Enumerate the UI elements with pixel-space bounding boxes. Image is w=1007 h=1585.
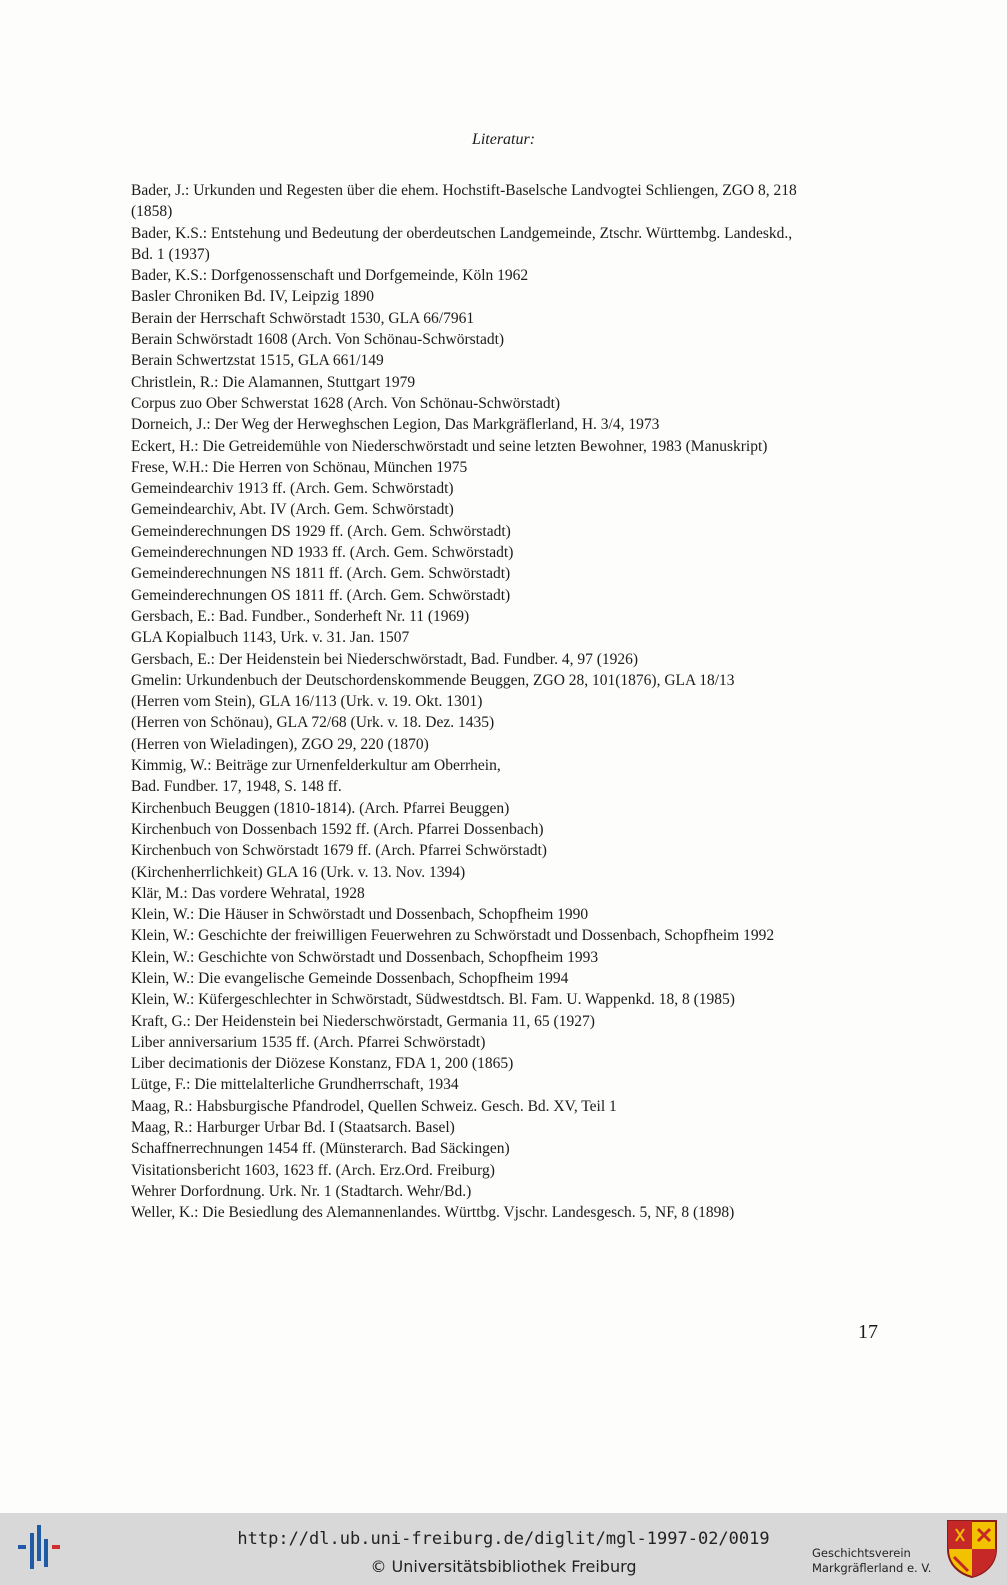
reference-entry <box>131 521 876 542</box>
reference-entry <box>131 180 876 223</box>
reference-entry <box>131 989 876 1010</box>
reference-entry <box>131 670 876 691</box>
reference-text: (Herren vom Stein), GLA 16/113 (Urk. v. 19. Okt. 1301) <box>131 693 483 711</box>
reference-entry <box>131 393 876 414</box>
reference-entry <box>131 798 876 819</box>
reference-text: Berain der Herrschaft Schwörstadt 1530, GLA 66/7961 <box>131 309 475 327</box>
reference-text: Gmelin: Urkundenbuch der Deutschordenskommende Beuggen, ZGO 28, 101(1876), GLA 18/13 <box>131 671 735 689</box>
reference-text: Corpus zuo Ober Schwerstat 1628 (Arch. Von Schönau-Schwörstadt) <box>131 394 561 412</box>
reference-text: Klein, W.: Die evangelische Gemeinde Dossenbach, Schopfheim 1994 <box>131 969 569 987</box>
footer-bar <box>0 1513 1007 1585</box>
reference-text: Gersbach, E.: Bad. Fundber., Sonderheft Nr. 11 (1969) <box>131 607 470 625</box>
reference-entry <box>131 819 876 840</box>
reference-text: Gemeinderechnungen DS 1929 ff. (Arch. Gem. Schwörstadt) <box>131 522 511 540</box>
reference-entry <box>131 925 876 946</box>
reference-text: Visitationsbericht 1603, 1623 ff. (Arch. Erz.Ord. Freiburg) <box>131 1161 495 1179</box>
page-heading: Literatur: <box>471 131 536 148</box>
reference-entry <box>131 478 876 499</box>
reference-text: Klein, W.: Küfergeschlechter in Schwörstadt, Südwestdtsch. Bl. Fam. U. Wappenkd. 18, 8 (1985) <box>131 991 735 1009</box>
reference-text: Berain Schwörstadt 1608 (Arch. Von Schönau-Schwörstadt) <box>131 331 505 349</box>
reference-entry <box>131 862 876 883</box>
reference-entry <box>131 1032 876 1053</box>
reference-continuation: (1858) <box>131 203 173 221</box>
reference-entry <box>131 457 876 478</box>
coat-of-arms-icon <box>946 1519 998 1579</box>
reference-entry <box>131 1011 876 1032</box>
reference-text: Klein, W.: Geschichte von Schwörstadt und Dossenbach, Schopfheim 1993 <box>131 948 599 966</box>
reference-text: Wehrer Dorfordnung. Urk. Nr. 1 (Stadtarch. Wehr/Bd.) <box>131 1182 472 1200</box>
reference-text: Weller, K.: Die Besiedlung des Alemannenlandes. Württbg. Vjschr. Landesgesch. 5, NF, 8 (1898) <box>131 1204 735 1222</box>
reference-entry <box>131 265 876 286</box>
reference-entry <box>131 606 876 627</box>
reference-entry <box>131 436 876 457</box>
reference-entry <box>131 563 876 584</box>
reference-text: (Herren von Schönau), GLA 72/68 (Urk. v. 18. Dez. 1435) <box>131 714 495 732</box>
reference-text: Gersbach, E.: Der Heidenstein bei Niederschwörstadt, Bad. Fundber. 4, 97 (1926) <box>131 650 639 668</box>
reference-text: (Kirchenherrlichkeit) GLA 16 (Urk. v. 13. Nov. 1394) <box>131 863 466 881</box>
reference-text: Kimmig, W.: Beiträge zur Urnenfelderkultur am Oberrhein, <box>131 757 501 775</box>
reference-entry <box>131 1160 876 1181</box>
reference-text: Bader, K.S.: Dorfgenossenschaft und Dorfgemeinde, Köln 1962 <box>131 267 529 285</box>
society-line-1: Geschichtsverein <box>812 1546 911 1560</box>
reference-entry <box>131 712 876 733</box>
society-line-2: Markgräflerland e. V. <box>812 1561 932 1575</box>
reference-entry <box>131 223 876 266</box>
reference-text: Kirchenbuch von Schwörstadt 1679 ff. (Arch. Pfarrei Schwörstadt) <box>131 842 547 860</box>
reference-list <box>131 180 876 1224</box>
reference-text: Maag, R.: Habsburgische Pfandrodel, Quellen Schweiz. Gesch. Bd. XV, Teil 1 <box>131 1097 617 1115</box>
reference-entry <box>131 585 876 606</box>
reference-continuation: Bad. Fundber. 17, 1948, S. 148 ff. <box>131 778 342 796</box>
reference-entry <box>131 350 876 371</box>
reference-text: GLA Kopialbuch 1143, Urk. v. 31. Jan. 1507 <box>131 629 410 647</box>
reference-text: Klein, W.: Die Häuser in Schwörstadt und Dossenbach, Schopfheim 1990 <box>131 906 589 924</box>
reference-text: Klär, M.: Das vordere Wehratal, 1928 <box>131 884 365 902</box>
reference-entry <box>131 329 876 350</box>
footer-copyright: © Universitätsbibliothek Freiburg <box>370 1557 637 1576</box>
reference-text: (Herren von Wieladingen), ZGO 29, 220 (1870) <box>131 735 429 753</box>
reference-entry <box>131 947 876 968</box>
reference-entry <box>131 904 876 925</box>
reference-text: Basler Chroniken Bd. IV, Leipzig 1890 <box>131 288 374 306</box>
reference-entry <box>131 1181 876 1202</box>
reference-entry <box>131 1053 876 1074</box>
reference-entry <box>131 1117 876 1138</box>
reference-entry <box>131 308 876 329</box>
reference-entry <box>131 1096 876 1117</box>
reference-text: Maag, R.: Harburger Urbar Bd. I (Staatsarch. Basel) <box>131 1119 455 1137</box>
reference-entry <box>131 840 876 861</box>
reference-entry <box>131 968 876 989</box>
reference-entry <box>131 499 876 520</box>
reference-entry <box>131 372 876 393</box>
reference-text: Gemeindearchiv, Abt. IV (Arch. Gem. Schwörstadt) <box>131 501 454 519</box>
reference-text: Bader, K.S.: Entstehung und Bedeutung der oberdeutschen Landgemeinde, Ztschr. Württembg. Landeskd., <box>131 224 793 242</box>
reference-text: Kirchenbuch Beuggen (1810-1814). (Arch. Pfarrei Beuggen) <box>131 799 510 817</box>
reference-entry <box>131 627 876 648</box>
reference-entry <box>131 1202 876 1223</box>
reference-text: Christlein, R.: Die Alamannen, Stuttgart 1979 <box>131 373 416 391</box>
reference-entry <box>131 1138 876 1159</box>
reference-text: Berain Schwertzstat 1515, GLA 661/149 <box>131 352 384 370</box>
reference-text: Klein, W.: Geschichte der freiwilligen Feuerwehren zu Schwörstadt und Dossenbach, Schopfheim 1992 <box>131 927 775 945</box>
reference-text: Gemeindearchiv 1913 ff. (Arch. Gem. Schwörstadt) <box>131 480 454 498</box>
reference-text: Kraft, G.: Der Heidenstein bei Niederschwörstadt, Germania 11, 65 (1927) <box>131 1012 595 1030</box>
reference-text: Gemeinderechnungen ND 1933 ff. (Arch. Gem. Schwörstadt) <box>131 544 514 562</box>
reference-entry <box>131 542 876 563</box>
reference-text: Gemeinderechnungen OS 1811 ff. (Arch. Gem. Schwörstadt) <box>131 586 511 604</box>
reference-text: Kirchenbuch von Dossenbach 1592 ff. (Arch. Pfarrei Dossenbach) <box>131 820 544 838</box>
reference-text: Lütge, F.: Die mittelalterliche Grundherrschaft, 1934 <box>131 1076 459 1094</box>
reference-text: Eckert, H.: Die Getreidemühle von Niederschwörstadt und seine letzten Bewohner, 1983 (Manuskript) <box>131 437 768 455</box>
reference-entry <box>131 883 876 904</box>
reference-text: Gemeinderechnungen NS 1811 ff. (Arch. Gem. Schwörstadt) <box>131 565 511 583</box>
reference-entry <box>131 414 876 435</box>
reference-entry <box>131 691 876 712</box>
reference-text: Dorneich, J.: Der Weg der Herweghschen Legion, Das Markgräflerland, H. 3/4, 1973 <box>131 416 660 434</box>
reference-text: Liber decimationis der Diözese Konstanz, FDA 1, 200 (1865) <box>131 1055 514 1073</box>
footer-url-link[interactable]: http://dl.ub.uni-freiburg.de/diglit/mgl-1997-02/0019 <box>237 1529 770 1549</box>
reference-text: Schaffnerrechnungen 1454 ff. (Münsterarch. Bad Säckingen) <box>131 1140 510 1158</box>
reference-entry <box>131 734 876 755</box>
page-number: 17 <box>858 1321 878 1343</box>
reference-text: Bader, J.: Urkunden und Regesten über die ehem. Hochstift-Baselsche Landvogtei Schliengen, ZGO 8, 218 <box>131 182 797 199</box>
reference-continuation: Bd. 1 (1937) <box>131 245 210 263</box>
reference-text: Liber anniversarium 1535 ff. (Arch. Pfarrei Schwörstadt) <box>131 1033 486 1051</box>
society-name <box>812 1546 931 1576</box>
reference-entry <box>131 649 876 670</box>
reference-entry <box>131 1074 876 1095</box>
reference-entry <box>131 755 876 798</box>
reference-entry <box>131 286 876 307</box>
reference-text: Frese, W.H.: Die Herren von Schönau, München 1975 <box>131 458 468 476</box>
